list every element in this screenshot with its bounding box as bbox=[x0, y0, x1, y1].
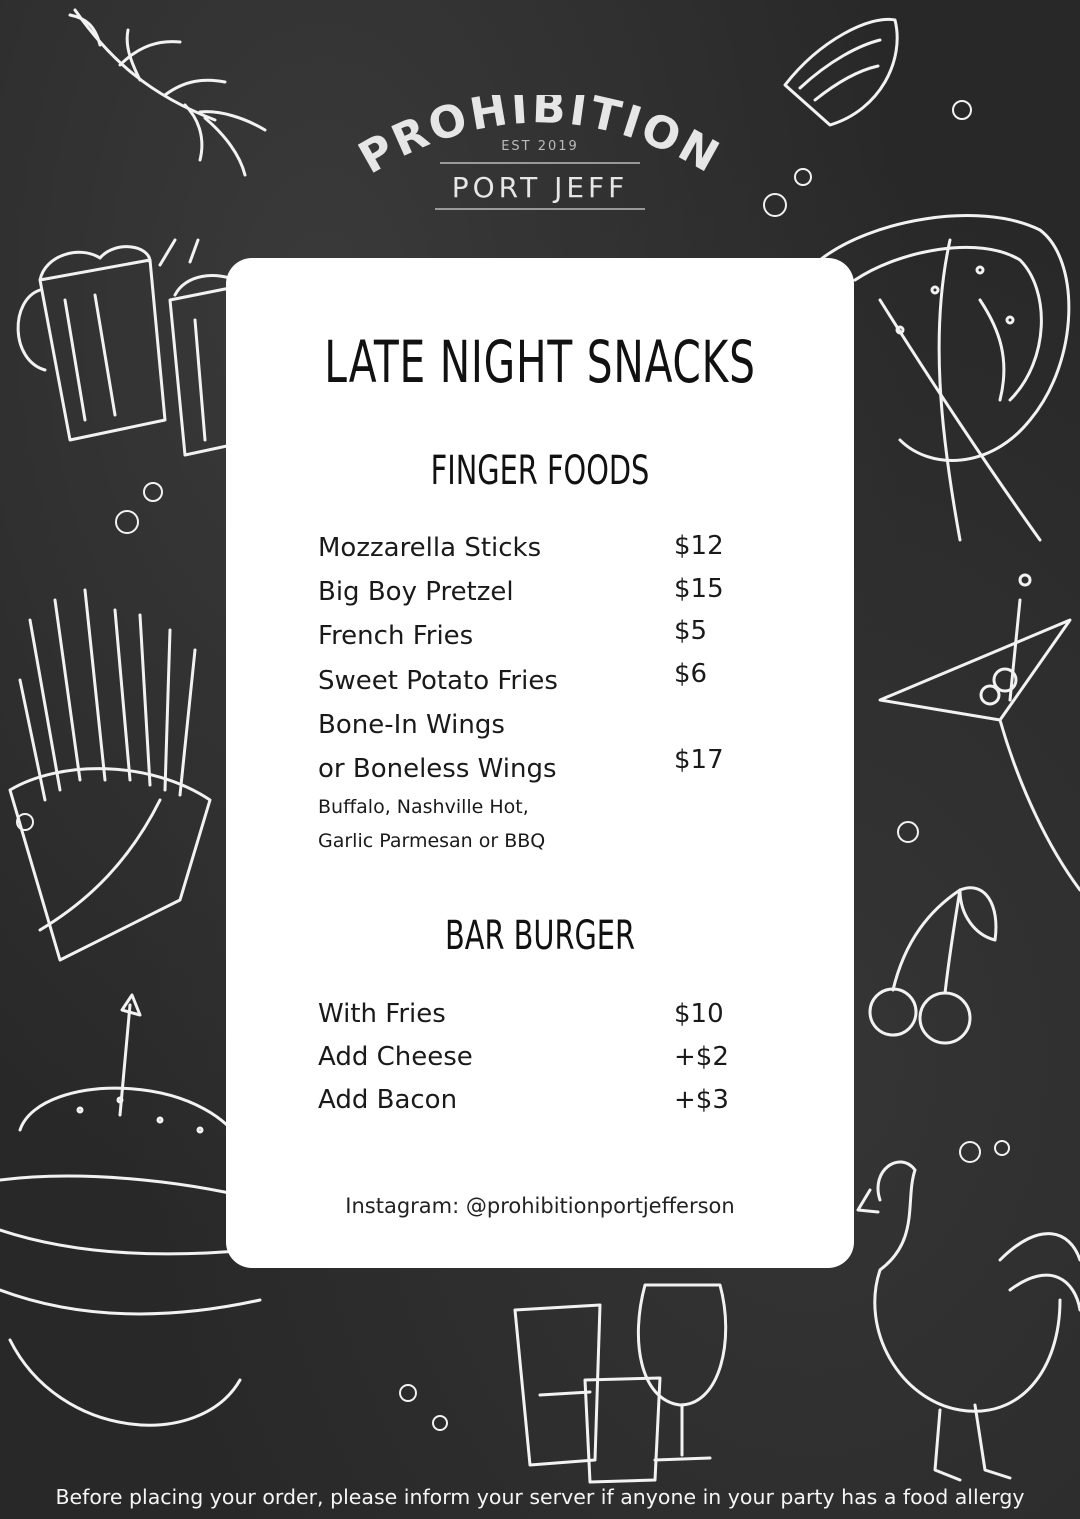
pretzel-icon bbox=[820, 216, 1069, 540]
logo-graphic bbox=[340, 95, 740, 225]
beer-mugs-icon bbox=[18, 240, 255, 455]
burger-icon bbox=[0, 995, 260, 1425]
menu-item-name: Mozzarella Sticks bbox=[318, 533, 542, 563]
menu-item-price: +$3 bbox=[674, 1085, 729, 1115]
menu-item-name: French Fries bbox=[318, 621, 474, 651]
menu-item-name: Sweet Potato Fries bbox=[318, 666, 558, 696]
menu-item-price: $10 bbox=[674, 999, 724, 1029]
menu-item-note: Garlic Parmesan or BBQ bbox=[318, 830, 546, 852]
french-fries-icon bbox=[10, 590, 210, 960]
section-title-finger-foods: FINGER FOODS bbox=[430, 448, 650, 494]
menu-card bbox=[226, 258, 854, 1268]
menu-item-price: $5 bbox=[674, 616, 708, 646]
menu-item-price: +$2 bbox=[674, 1042, 729, 1072]
section-title-bar-burger: BAR BURGER bbox=[444, 913, 635, 959]
instagram-handle: Instagram: @prohibitionportjefferson bbox=[345, 1194, 735, 1218]
menu-item-name: Bone-In Wings bbox=[318, 710, 505, 740]
logo-location: PORT JEFF bbox=[451, 171, 629, 204]
herb-sprig-icon bbox=[70, 10, 265, 175]
allergy-notice: Before placing your order, please inform your server if anyone in your party has a food allergy bbox=[55, 1485, 1025, 1509]
cherries-icon bbox=[870, 888, 996, 1043]
menu-item-price: $17 bbox=[674, 745, 724, 775]
menu-item-name: Add Cheese bbox=[318, 1042, 473, 1072]
logo bbox=[340, 95, 740, 225]
menu-item-note: Buffalo, Nashville Hot, bbox=[318, 796, 529, 818]
menu-item-name: With Fries bbox=[318, 999, 446, 1029]
glasses-icon bbox=[515, 1285, 726, 1482]
menu-item-name: Add Bacon bbox=[318, 1085, 458, 1115]
menu-item-price: $12 bbox=[674, 531, 724, 561]
menu-item-price: $15 bbox=[674, 574, 724, 604]
menu-title: LATE NIGHT SNACKS bbox=[324, 328, 756, 396]
rooster-icon bbox=[858, 1162, 1080, 1480]
menu-item-price: $6 bbox=[674, 659, 708, 689]
logo-established: EST 2019 bbox=[501, 139, 579, 154]
logo-brand: PROHIBITION bbox=[350, 95, 730, 185]
menu-item-name: Big Boy Pretzel bbox=[318, 577, 514, 607]
lime-wedge-icon bbox=[785, 19, 897, 125]
menu-item-name-line2: or Boneless Wings bbox=[318, 754, 557, 784]
